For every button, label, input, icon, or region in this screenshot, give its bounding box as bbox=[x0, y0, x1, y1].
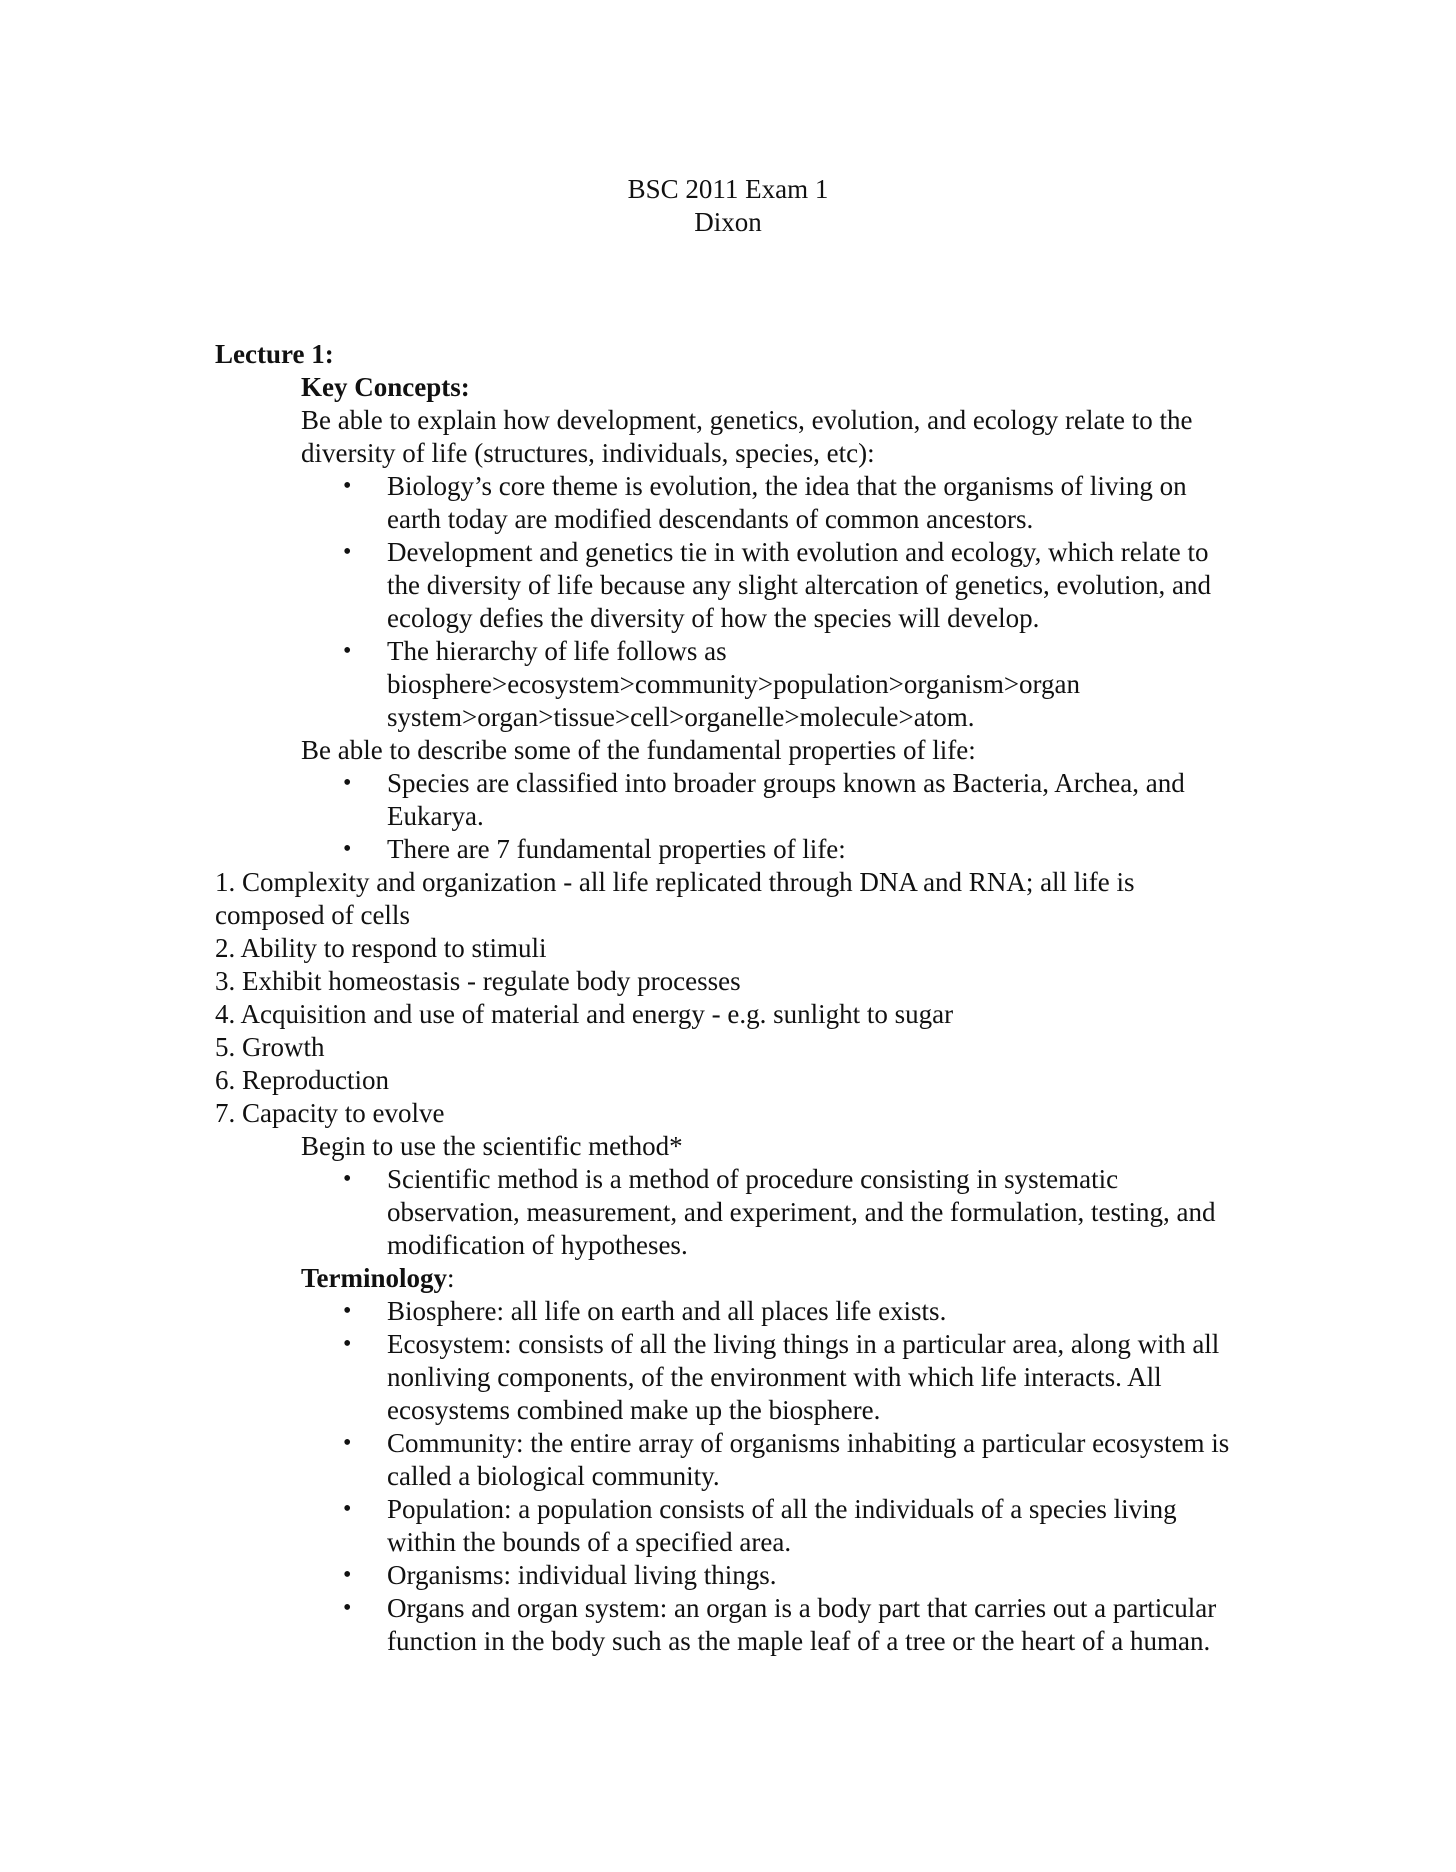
property-item: 3. Exhibit homeostasis - regulate body processes bbox=[215, 966, 741, 996]
list-item: • The hierarchy of life follows as biosphere>ecosystem>community>population>organism>organ system>organ>tissue>cell>organelle>molecule>atom. bbox=[343, 636, 1081, 732]
list-item: • Population: a population consists of all the individuals of a species living within the bounds of a specified area. bbox=[343, 1494, 1177, 1557]
list-item: • Organs and organ system: an organ is a body part that carries out a particular function in the body such as the maple leaf of a tree or the heart of a human. bbox=[343, 1593, 1217, 1656]
list-item: • Community: the entire array of organisms inhabiting a particular ecosystem is called a biological community. bbox=[343, 1428, 1230, 1491]
key-concepts-list-2 bbox=[215, 767, 1245, 866]
list-item: • Ecosystem: consists of all the living things in a particular area, along with all nonliving components, of the environment with which life interacts. All ecosystems combined make up the biosphere. bbox=[343, 1329, 1220, 1425]
bullet-icon: • bbox=[343, 770, 352, 796]
document-author: Dixon bbox=[694, 207, 762, 237]
property-item: 7. Capacity to evolve bbox=[215, 1098, 445, 1128]
list-item: • Development and genetics tie in with evolution and ecology, which relate to the diversity of life because any slight altercation of genetics, evolution, and ecology defies the diversity of how the species will develop. bbox=[343, 537, 1211, 633]
bullet-icon: • bbox=[343, 539, 352, 565]
list-item: • Biosphere: all life on earth and all places life exists. bbox=[343, 1296, 947, 1326]
key-concepts-prompt-1: Be able to explain how development, genetics, evolution, and ecology relate to the diversity of life (structures, individuals, species, etc): bbox=[301, 405, 1193, 468]
bullet-icon: • bbox=[343, 1562, 352, 1588]
bullet-icon: • bbox=[343, 836, 352, 862]
terminology-list bbox=[215, 1295, 1245, 1658]
property-item: 4. Acquisition and use of material and energy - e.g. sunlight to sugar bbox=[215, 999, 954, 1029]
key-concepts-prompt-3: Begin to use the scientific method* bbox=[301, 1131, 683, 1161]
key-concepts-prompt-2: Be able to describe some of the fundamental properties of life: bbox=[301, 735, 976, 765]
lecture-heading: Lecture 1: bbox=[215, 339, 334, 369]
bullet-icon: • bbox=[343, 1595, 352, 1621]
property-item: 1. Complexity and organization - all life replicated through DNA and RNA; all life is composed of cells bbox=[215, 867, 1135, 930]
property-item: 6. Reproduction bbox=[215, 1065, 389, 1095]
bullet-icon: • bbox=[343, 1166, 352, 1192]
bullet-icon: • bbox=[343, 1496, 352, 1522]
properties-of-life-list bbox=[215, 866, 1245, 1130]
document-body bbox=[215, 338, 1245, 1658]
document-title: BSC 2011 Exam 1 bbox=[627, 174, 829, 204]
list-item: • Biology’s core theme is evolution, the idea that the organisms of living on earth today are modified descendants of common ancestors. bbox=[343, 471, 1187, 534]
key-concepts-list-1 bbox=[215, 470, 1245, 734]
bullet-icon: • bbox=[343, 1298, 352, 1324]
document-header bbox=[0, 173, 1456, 239]
bullet-icon: • bbox=[343, 1331, 352, 1357]
list-item: • Scientific method is a method of procedure consisting in systematic observation, measurement, and experiment, and the formulation, testing, and modification of hypotheses. bbox=[343, 1164, 1216, 1260]
list-item: • There are 7 fundamental properties of life: bbox=[343, 834, 846, 864]
list-item: • Organisms: individual living things. bbox=[343, 1560, 777, 1590]
bullet-icon: • bbox=[343, 473, 352, 499]
key-concepts-heading: Key Concepts: bbox=[301, 372, 470, 402]
list-item: • Species are classified into broader groups known as Bacteria, Archea, and Eukarya. bbox=[343, 768, 1185, 831]
property-item: 2. Ability to respond to stimuli bbox=[215, 933, 547, 963]
property-item: 5. Growth bbox=[215, 1032, 325, 1062]
bullet-icon: • bbox=[343, 1430, 352, 1456]
bullet-icon: • bbox=[343, 638, 352, 664]
terminology-heading: Terminology: bbox=[301, 1263, 455, 1293]
key-concepts-list-3 bbox=[215, 1163, 1245, 1262]
